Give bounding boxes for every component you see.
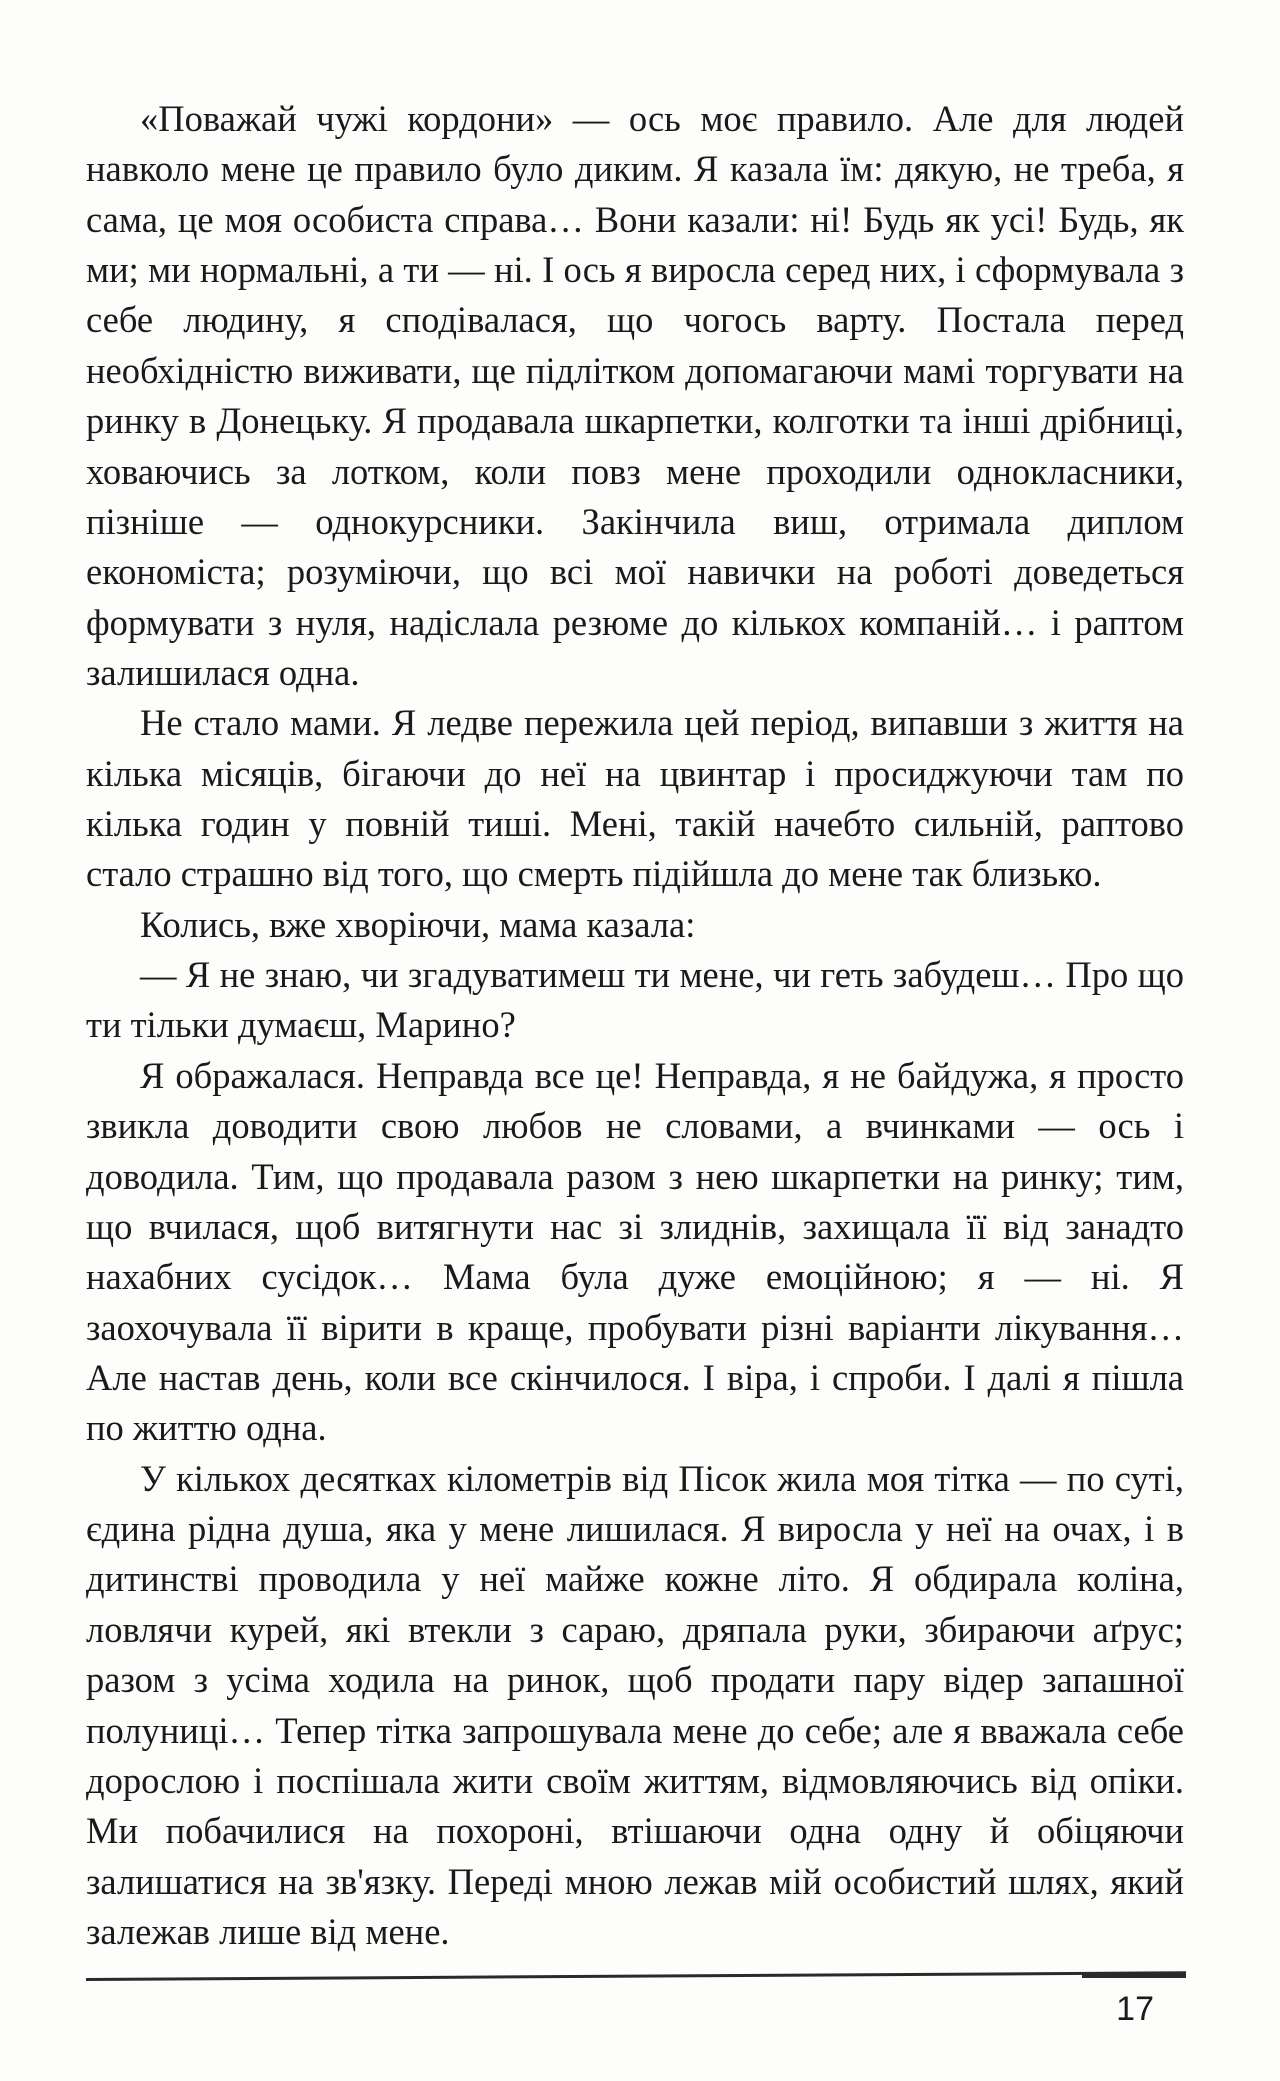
paragraph-3: Колись, вже хворіючи, мама казала:: [140, 903, 696, 945]
paragraph-5: Я ображалася. Неправда все це! Неправда, я не байдужа, я просто звикла доводити свою любов не словами, а вчинками — ось і доводила. Тим, що продавала разом з нею шкарпетки на ринку; тим, що вчилася, щоб витягнути нас зі злиднів, захищала її від занадто нахабних сусідок… Мама була дуже емоційною; я — ні. Я заохочувала її вірити в краще, пробувати різні варіанти лікування… Але настав день, коли все скінчилося. І віра, і спроби. І далі я пішла по життю одна.: [86, 1054, 1184, 1449]
page-number: 17: [1116, 1990, 1154, 2028]
footer-mark: [1082, 1972, 1186, 1978]
paragraph-6: У кількох десятках кілометрів від Пісок жила моя тітка — по суті, єдина рідна душа, яка у мене лишилася. Я виросла у неї на очах, і в дитинстві проводила у неї майже кожне літо. Я обдирала коліна, ловлячи курей, які втекли з сараю, дряпала руки, збираючи аґрус; разом з усіма ходила на ринок, щоб продати пару відер запашної полуниці… Тепер тітка запрошувала мене до себе; але я вважала себе дорослою і поспішала жити своїм життям, відмовляючись від опіки. Ми побачилися на похороні, втішаючи одна одну й обіцяючи залишатися на зв'язку. Переді мною лежав мій особистий шлях, який залежав лише від мене.: [86, 1457, 1184, 1952]
footer-rule: [86, 1971, 1186, 1981]
paragraph-4: — Я не знаю, чи згадуватимеш ти мене, чи геть забудеш… Про що ти тільки думаєш, Марино?: [86, 954, 1184, 1046]
body-text: [86, 94, 1184, 1957]
paragraph-1: «Поважай чужі кордони» — ось моє правило. Але для людей навколо мене це правило було диким. Я казала їм: дякую, не треба, я сама, це моя особиста справа… Вони казали: ні! Будь як усі! Будь, як ми; ми нормальні, а ти — ні. І ось я виросла серед них, і сформувала з себе людину, я сподівалася, що чогось варту. Постала перед необхідністю виживати, ще підлітком допомагаючи мамі торгувати на ринку в Донецьку. Я продавала шкарпетки, колготки та інші дрібниці, ховаючись за лотком, коли повз мене проходили однокласники, пізніше — однокурсники. Закінчила виш, отримала диплом економіста; розуміючи, що всі мої навички на роботі доведеться формувати з нуля, надіслала резюме до кількох компаній… і раптом залишилася одна.: [86, 98, 1184, 693]
paragraph-2: Не стало мами. Я ледве пережила цей період, випавши з життя на кілька місяців, бігаючи до неї на цвинтар і просиджуючи там по кілька годин у повній тиші. Мені, такій начебто сильній, раптово стало страшно від того, що смерть підійшла до мене так близько.: [86, 702, 1184, 895]
